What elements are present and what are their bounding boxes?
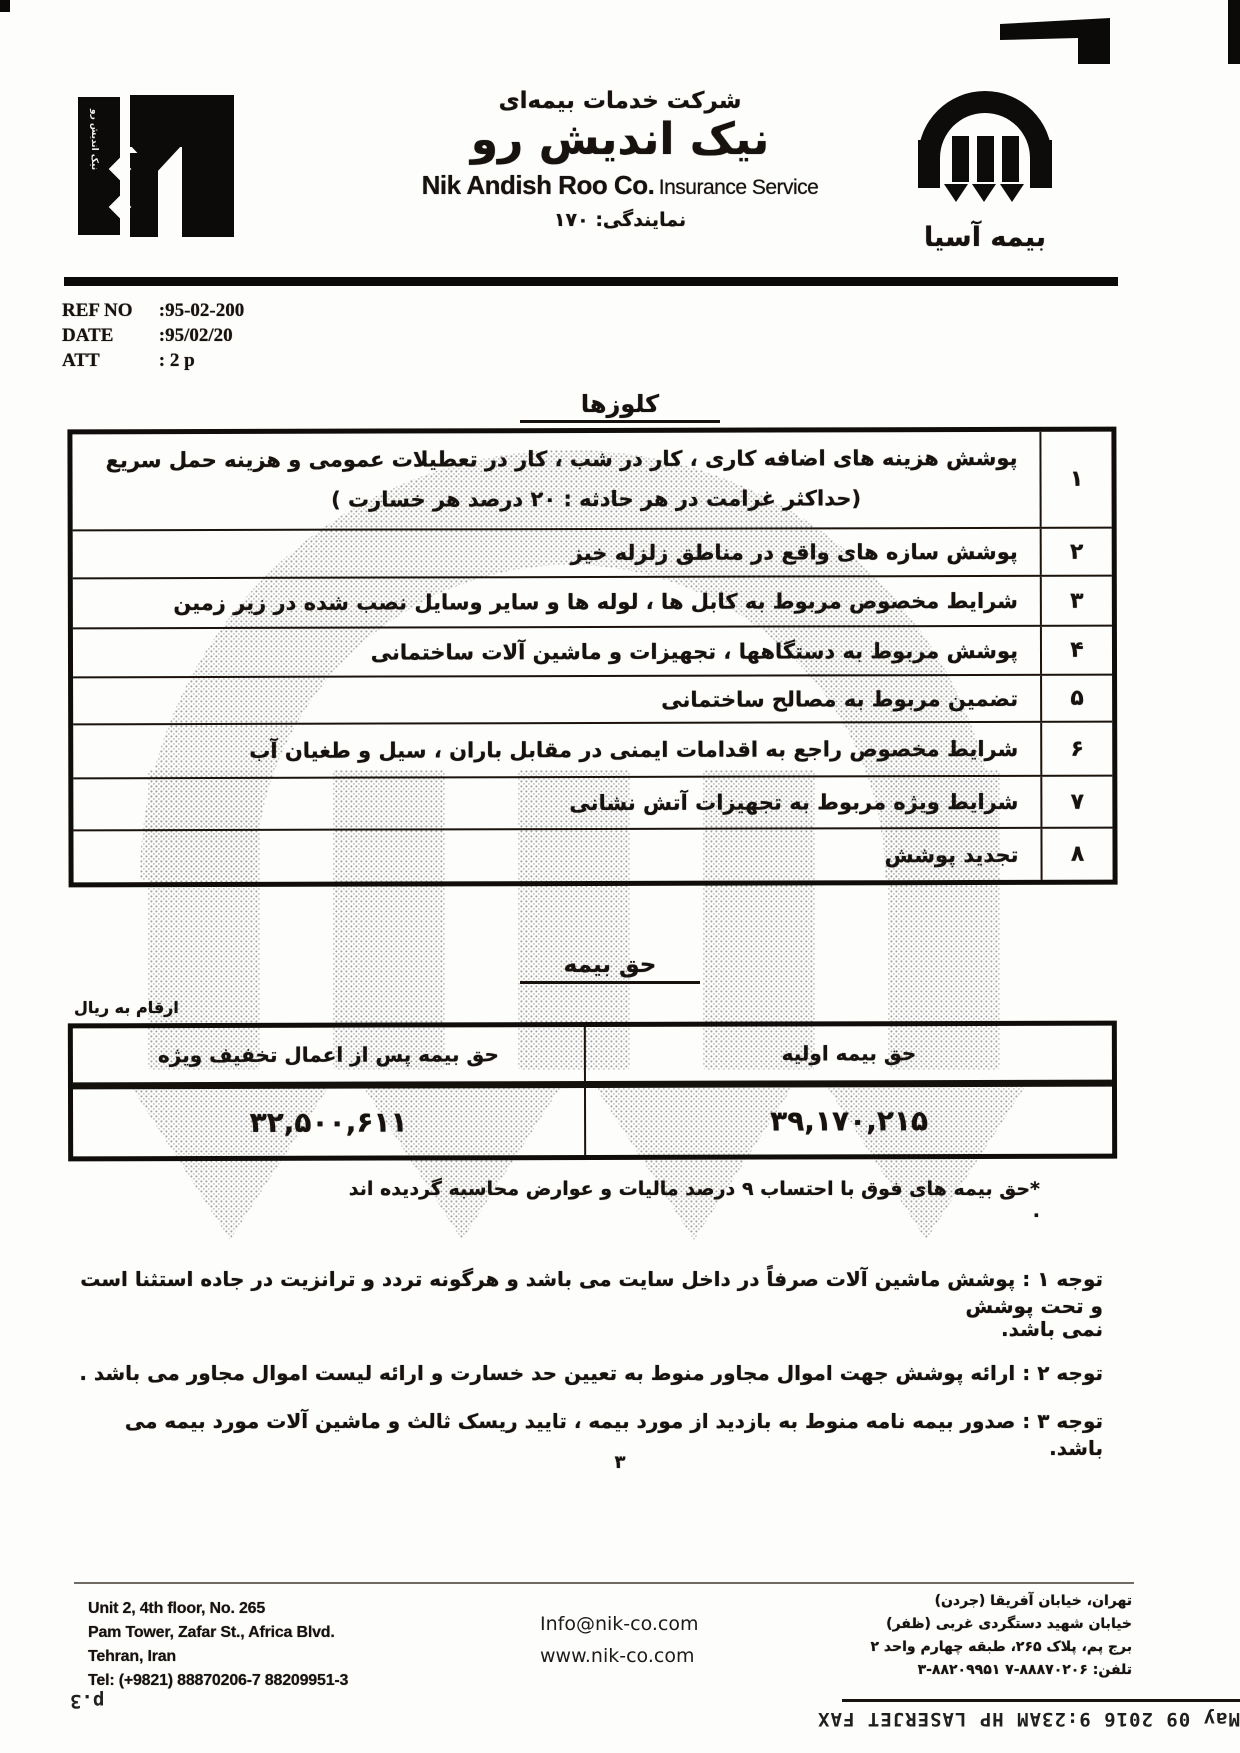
clause-number: ۶: [1040, 723, 1112, 775]
date-line: [62, 323, 244, 348]
premium-table: [68, 1021, 1117, 1162]
att-line: [62, 348, 244, 373]
premium-header-row: [73, 1026, 1112, 1090]
company-name-en: [340, 170, 900, 201]
letterhead-company-block: [340, 88, 900, 231]
clause-text: شرایط مخصوص مربوط به کابل ها ، لوله ها و سایر وسایل نصب شده در زیر زمین: [173, 588, 1018, 616]
clause-number: ۸: [1040, 829, 1112, 880]
page-number: ۳: [614, 1452, 626, 1473]
att-value: : 2 p: [158, 350, 195, 371]
table-row: [73, 829, 1112, 883]
footer-address-en-line: Pam Tower, Zafar St., Africa Blvd.: [88, 1624, 335, 1641]
table-row: [73, 577, 1112, 630]
clause-text-cell: [73, 723, 1040, 778]
clause-number: ۷: [1040, 777, 1112, 827]
asia-insurance-logo-mark: [910, 88, 1060, 216]
premium-initial-value: ۳۹,۱۷۰,۲۱۵: [770, 1104, 929, 1138]
clause-text: پوشش مربوط به دستگاهها ، تجهیزات و ماشین آلات ساختمانی: [370, 638, 1019, 665]
footer-address-en-line: Tel: (+9821) 88870206-7 88209951-3: [88, 1672, 349, 1689]
clause-text: تجدید پوشش: [884, 842, 1019, 867]
footer-email: Info@nik-co.com: [540, 1613, 699, 1635]
nik-logo-vertical-text: نیک اندیش رو: [89, 109, 99, 171]
clause-text: تضمین مربوط به مصالح ساختمانی: [661, 686, 1019, 712]
company-name-fa-large: نیک اندیش رو: [470, 114, 770, 165]
footer-address-fa-line: برج پم، پلاک ۲۶۵، طبقه چهارم واحد ۲: [870, 1639, 1132, 1655]
clause-text-cell: [72, 432, 1039, 530]
table-row: [73, 676, 1112, 726]
clause-text: پوشش سازه های واقع در مناطق زلزله خیز: [570, 539, 1018, 566]
footer-address-en-line: Unit 2, 4th floor, No. 265: [88, 1600, 266, 1617]
clause-text-cell: [73, 777, 1040, 830]
fax-timestamp-stamp: May 09 2016 9:23AM HP LASERJET FAX: [817, 1708, 1240, 1730]
note-2: توجه ۲ : ارائه پوشش جهت اموال مجاور منوط به تعیین حد خسارت و ارائه لیست اموال مجاور می باشد .: [79, 1361, 1103, 1385]
scan-artifact-top-left: [0, 0, 10, 12]
ref-no-value: :95-02-200: [158, 300, 245, 321]
footer-address-fa: [802, 1590, 1132, 1682]
clause-number: ۴: [1040, 627, 1112, 674]
currency-note: ارقام به ریال: [74, 998, 179, 1017]
footer-address-en-line: Tehran, Iran: [88, 1648, 176, 1665]
footer-website: www.nik-co.com: [540, 1645, 695, 1667]
footer-contact-web: [540, 1608, 740, 1672]
date-value: :95/02/20: [158, 325, 233, 346]
note-1-line-1: توجه ۱ : پوشش ماشین آلات صرفاً در داخل سایت می باشد و هرگونه تردد و ترانزیت در جاده استثنا است و تحت پوشش: [80, 1267, 1103, 1318]
clause-text: شرایط ویژه مربوط به تجهیزات آتش نشانی: [569, 789, 1019, 816]
clause-text-cell: [73, 529, 1040, 578]
scan-artifact-wedge: [1000, 18, 1110, 68]
company-name-fa-small: شرکت خدمات بیمه‌ای: [498, 88, 742, 114]
company-name-en-light: Insurance Service: [658, 176, 819, 200]
asia-insurance-caption: بیمه آسیا: [923, 222, 1046, 253]
premium-section-title: حق بیمه: [520, 952, 700, 984]
clause-number: ۳: [1040, 577, 1112, 625]
header-divider-rule: [64, 277, 1118, 286]
table-row: [73, 529, 1112, 580]
nik-andish-roo-logo: [78, 95, 234, 237]
clause-number: ۵: [1040, 676, 1112, 721]
clause-subtext: (حداکثر غرامت در هر حادثه : ۲۰ درصد هر خسارت ): [331, 486, 862, 512]
ref-no-line: [62, 298, 244, 323]
footer-address-fa-line: خیابان شهید دستگردی غربی (ظفر): [886, 1616, 1132, 1632]
clause-text: پوشش هزینه های اضافه کاری ، کار در شب ، کار در تعطیلات عمومی و هزینه حمل سریع: [105, 445, 1018, 473]
premium-discount-header: حق بیمه پس از اعمال تخفیف ویژه: [73, 1027, 586, 1082]
clause-text-cell: [73, 627, 1040, 677]
premium-discount-value: ۳۲,۵۰۰,۶۱۱: [73, 1088, 586, 1156]
clauses-section-title: کلوزها: [520, 390, 720, 423]
att-label: ATT: [62, 350, 100, 371]
table-row: [73, 627, 1112, 679]
agency-number-line: نمایندگی: ۱۷۰: [553, 209, 687, 232]
company-name-en-bold: Nik Andish Roo Co.: [421, 170, 655, 201]
clause-text-cell: [73, 676, 1040, 724]
fax-page-marker: p.3: [70, 1690, 105, 1712]
nik-logo-block: [182, 147, 234, 237]
clause-number: ۱: [1039, 432, 1111, 527]
asia-insurance-logo: [905, 88, 1065, 253]
reference-block: [62, 298, 244, 373]
footer-address-fa-line: تهران، خیابان آفریقا (جردن): [934, 1593, 1132, 1609]
scan-artifact-top-right-edge: [1228, 0, 1240, 64]
fax-header-rule: [842, 1699, 1240, 1702]
clause-text-cell: [73, 829, 1040, 883]
clause-text-cell: [73, 577, 1040, 628]
footer-divider-rule: [74, 1582, 1134, 1584]
clause-text: شرایط مخصوص راجع به اقدامات ایمنی در مقابل باران ، سیل و طغیان آب: [249, 736, 1019, 763]
note-1-line-2: نمی باشد.: [1001, 1317, 1103, 1341]
table-row: [73, 777, 1112, 832]
table-row: [73, 723, 1112, 780]
table-row: [72, 432, 1111, 532]
ref-no-label: REF NO: [62, 300, 133, 321]
footer-address-fa-line: تلفن: ۸۸۸۷۰۲۰۶-۷ ۸۸۲۰۹۹۵۱-۳: [917, 1662, 1132, 1678]
premium-initial-header: حق بیمه اولیه: [781, 1041, 917, 1066]
footer-address-en: [88, 1597, 348, 1693]
clauses-table: [67, 427, 1117, 888]
nik-logo-notch: [130, 145, 182, 173]
nik-logo-block: [130, 95, 234, 147]
date-label: DATE: [62, 325, 114, 346]
clause-number: ۲: [1040, 529, 1112, 575]
tax-calculation-note: *حق بیمه های فوق با احتساب ۹ درصد مالیات و عوارض محاسبه گردیده اند .: [348, 1178, 1040, 1222]
premium-value-row: [73, 1087, 1112, 1157]
note-3: توجه ۳ : صدور بیمه نامه منوط به بازدید از مورد بیمه ، تایید ریسک ثالث و ماشین آلات مورد بیمه می باشد.: [124, 1409, 1103, 1460]
